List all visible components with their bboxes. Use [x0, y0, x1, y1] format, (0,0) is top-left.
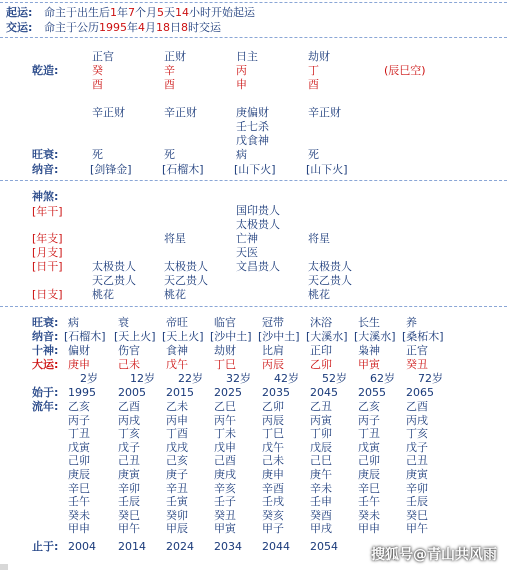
dayun-6-liunian-6: 辛巳 — [358, 481, 380, 495]
dayun-2-liunian-9: 甲辰 — [166, 522, 188, 536]
dayun-3-liunian-4: 己酉 — [214, 454, 236, 468]
qiyun-part-0: 命主于出生后 — [44, 6, 110, 19]
pillar-1-shishen: 正财 — [164, 50, 186, 63]
dayun-2-liunian-1: 丙申 — [166, 413, 188, 427]
dayun-6-liunian-5: 庚辰 — [358, 468, 380, 481]
dayun-4-age: 42岁 — [274, 372, 299, 385]
jiaoyun-label: 交运: — [6, 21, 33, 34]
dayun-0-liunian-7: 壬午 — [68, 495, 90, 509]
dayun-0-nayin: [石榴木] — [64, 330, 106, 343]
dayun-1-liunian-4: 己丑 — [118, 454, 140, 468]
pillar-3-zhi: 酉 — [308, 78, 319, 91]
dayun-4-liunian-1: 丙辰 — [262, 413, 284, 427]
dayun-4-liunian-7: 壬戌 — [262, 495, 284, 509]
qiyun-text — [44, 6, 255, 19]
pillar-2-canggan-1: 壬七杀 — [236, 120, 269, 133]
qiyun-part-1: 1 — [110, 6, 117, 19]
qiyun-part-8: 小时开始起运 — [189, 6, 255, 19]
dayun-7-liunian-1: 丙戌 — [406, 413, 428, 427]
dayun-2-liunian-0: 乙未 — [166, 400, 188, 413]
dayun-3-nayin: [沙中土] — [210, 330, 252, 343]
pillar-1-wangshuai: 死 — [164, 148, 175, 161]
horizontal-scrollbar[interactable] — [0, 564, 8, 570]
dayun-2-age: 22岁 — [178, 372, 203, 385]
dayun-0-liunian-2: 丁丑 — [68, 427, 90, 441]
jiaoyun-part-4: 月 — [145, 21, 156, 34]
pillar-2-canggan-2: 戊食神 — [236, 134, 269, 147]
dayun-2-liunian-7: 壬寅 — [166, 495, 188, 509]
pillar-0-wangshuai: 死 — [92, 148, 103, 161]
pillar-3-canggan-0: 辛正财 — [308, 106, 341, 119]
pillar-1-nayin: [石榴木] — [162, 163, 204, 176]
dayun-label: 大运: — [32, 358, 59, 371]
dayun-nayin-label: 纳音: — [32, 330, 59, 343]
shensha-rigan-c1-1: 天乙贵人 — [92, 274, 136, 287]
dayun-7-liunian-8: 癸巳 — [406, 508, 428, 522]
dayun-2-ganzhi: 戊午 — [166, 358, 188, 371]
dayun-4-wangshuai: 冠带 — [262, 316, 284, 329]
dayun-2-wangshuai: 帝旺 — [166, 316, 188, 329]
dayun-7-wangshuai: 养 — [406, 316, 417, 329]
shensha-rigan-c3-0: 文昌贵人 — [236, 260, 280, 273]
jiaoyun-text — [44, 21, 221, 34]
dayun-1-liunian-9: 甲午 — [118, 522, 140, 536]
dayun-5-age: 52岁 — [322, 372, 347, 385]
pillar-2-shishen: 日主 — [236, 50, 258, 63]
dayun-4-liunian-6: 辛酉 — [262, 481, 284, 495]
wangshuai-label: 旺衰: — [32, 148, 59, 161]
qianzao-label: 乾造: — [32, 64, 59, 77]
dayun-7-nayin: [桑柘木] — [402, 330, 444, 343]
dayun-6-liunian-9: 甲申 — [358, 522, 380, 536]
dayun-2-nayin: [天上火] — [162, 330, 204, 343]
dayun-6-shishen: 枭神 — [358, 344, 380, 357]
shensha-rizhi-c2: 桃花 — [164, 288, 186, 301]
dayun-3-liunian-6: 辛亥 — [214, 481, 236, 495]
shensha-rigan-c2-1: 天乙贵人 — [164, 274, 208, 287]
dayun-3-liunian-8: 癸丑 — [214, 508, 236, 522]
dayun-0-shishen: 偏财 — [68, 344, 90, 357]
pillar-3-gan: 丁 — [308, 64, 319, 77]
dayun-5-zhi: 2054 — [310, 540, 338, 553]
dayun-1-shi: 2005 — [118, 386, 146, 399]
dayun-3-liunian-3: 戊申 — [214, 440, 236, 454]
shensha-nianzhi-c2: 将星 — [164, 232, 186, 245]
dayun-6-liunian-8: 癸未 — [358, 508, 380, 522]
dayun-7-liunian-3: 戊子 — [406, 440, 428, 454]
dayun-6-liunian-2: 丁丑 — [358, 427, 380, 441]
dayun-7-liunian-0: 乙酉 — [406, 400, 428, 413]
dayun-7-shishen: 正官 — [406, 344, 428, 357]
dayun-4-liunian-8: 癸亥 — [262, 508, 284, 522]
dayun-1-shishen: 伤官 — [118, 344, 140, 357]
shensha-rigan-c4-1: 天乙贵人 — [308, 274, 352, 287]
dayun-4-zhi: 2044 — [262, 540, 290, 553]
dayun-0-zhi: 2004 — [68, 540, 96, 553]
shensha-nianzhi-c3: 亡神 — [236, 232, 258, 245]
qiyun-part-5: 5 — [157, 6, 164, 19]
jiaoyun-part-1: 1995 — [99, 21, 127, 34]
dayun-3-age: 32岁 — [226, 372, 251, 385]
dayun-5-liunian-5: 庚午 — [310, 468, 332, 481]
qiyun-part-6: 天 — [164, 6, 175, 19]
dayun-7-liunian-6: 辛卯 — [406, 481, 428, 495]
dayun-5-nayin: [大溪水] — [306, 330, 348, 343]
dayun-6-liunian-7: 壬午 — [358, 495, 380, 509]
dayun-2-liunian-6: 辛丑 — [166, 481, 188, 495]
qiyun-part-7: 14 — [175, 6, 189, 19]
dayun-2-liunian-4: 己亥 — [166, 454, 188, 468]
dayun-5-liunian-8: 癸酉 — [310, 508, 332, 522]
dayun-5-liunian-6: 辛未 — [310, 481, 332, 495]
dayun-7-liunian-4: 己丑 — [406, 454, 428, 468]
pillar-1-zhi: 酉 — [164, 78, 175, 91]
dayun-0-liunian-8: 癸未 — [68, 508, 90, 522]
dayun-2-liunian-8: 癸卯 — [166, 508, 188, 522]
dayun-1-nayin: [天上火] — [114, 330, 156, 343]
dayun-0-liunian-6: 辛巳 — [68, 481, 90, 495]
pillar-0-canggan-0: 辛正财 — [92, 106, 125, 119]
pillar-3-shishen: 劫财 — [308, 50, 330, 63]
dayun-5-shishen: 正印 — [310, 344, 332, 357]
dayun-1-ganzhi: 己未 — [118, 358, 140, 371]
qiyun-part-2: 年 — [117, 6, 128, 19]
dayun-0-liunian-3: 戊寅 — [68, 440, 90, 454]
pillar-3-nayin: [山下火] — [306, 163, 348, 176]
dayun-6-liunian-1: 丙子 — [358, 413, 380, 427]
dayun-1-zhi: 2014 — [118, 540, 146, 553]
dayun-1-liunian-7: 壬辰 — [118, 495, 140, 509]
pillar-0-shishen: 正官 — [92, 50, 114, 63]
dayun-2-liunian-2: 丁酉 — [166, 427, 188, 441]
dayun-4-liunian-9: 甲子 — [262, 522, 284, 536]
dayun-6-ganzhi: 甲寅 — [358, 358, 380, 371]
dayun-7-liunian-7: 壬辰 — [406, 495, 428, 509]
dayun-3-ganzhi: 丁巳 — [214, 358, 236, 371]
dayun-6-shi: 2055 — [358, 386, 386, 399]
dayun-1-liunian-6: 辛卯 — [118, 481, 140, 495]
kongwang: (辰巳空) — [384, 64, 426, 77]
dayun-4-liunian-5: 庚申 — [262, 468, 284, 481]
dayun-shi-label: 始于: — [32, 386, 59, 399]
dayun-3-shishen: 劫财 — [214, 344, 236, 357]
rizhi-label: [日支] — [32, 288, 63, 301]
shensha-rizhi-c1: 桃花 — [92, 288, 114, 301]
shensha-c3-top-0: 国印贵人 — [236, 204, 280, 217]
dayun-1-liunian-0: 乙酉 — [118, 400, 140, 413]
dayun-5-liunian-4: 己巳 — [310, 454, 332, 468]
dayun-0-liunian-0: 乙亥 — [68, 400, 90, 413]
dayun-wangshuai-label: 旺衰: — [32, 316, 59, 329]
shensha-rizhi-c4: 桃花 — [308, 288, 330, 301]
dayun-3-wangshuai: 临官 — [214, 316, 236, 329]
jiaoyun-part-8: 时交运 — [188, 21, 221, 34]
dayun-zhi-label: 止于: — [32, 540, 59, 553]
dayun-shishen-label: 十神: — [32, 344, 59, 357]
dayun-5-wangshuai: 沐浴 — [310, 316, 332, 329]
jiaoyun-part-7: 8 — [181, 21, 188, 34]
nianzhi-label: [年支] — [32, 232, 63, 245]
dayun-6-liunian-4: 己卯 — [358, 454, 380, 468]
dayun-0-liunian-4: 己卯 — [68, 454, 90, 468]
dayun-3-liunian-9: 甲寅 — [214, 522, 236, 536]
dayun-5-ganzhi: 乙卯 — [310, 358, 332, 371]
dayun-5-shi: 2045 — [310, 386, 338, 399]
pillar-2-gan: 丙 — [236, 64, 247, 77]
dayun-0-shi: 1995 — [68, 386, 96, 399]
dayun-6-liunian-0: 乙亥 — [358, 400, 380, 413]
dayun-0-liunian-9: 甲申 — [68, 522, 90, 536]
dayun-7-liunian-9: 甲午 — [406, 522, 428, 536]
shensha-rigan-c2-0: 太极贵人 — [164, 260, 208, 273]
watermark: 搜狐号@青山共风雨 — [371, 547, 497, 563]
pillar-2-wangshuai: 病 — [236, 148, 247, 161]
dayun-5-liunian-1: 丙寅 — [310, 413, 332, 427]
dayun-4-shishen: 比肩 — [262, 344, 284, 357]
shensha-yuezhi-c3: 天医 — [236, 246, 258, 259]
jiaoyun-part-2: 年 — [127, 21, 138, 34]
dayun-3-zhi: 2034 — [214, 540, 242, 553]
liunian-label: 流年: — [32, 400, 59, 413]
dayun-4-liunian-3: 戊午 — [262, 440, 284, 454]
pillar-2-canggan-0: 庚偏财 — [236, 106, 269, 119]
dayun-1-liunian-1: 丙戌 — [118, 413, 140, 427]
pillar-1-canggan-0: 辛正财 — [164, 106, 197, 119]
niangan-label: [年干] — [32, 205, 63, 218]
shensha-label: 神煞: — [32, 190, 59, 203]
dayun-4-liunian-0: 乙卯 — [262, 400, 284, 413]
dayun-5-liunian-2: 丁卯 — [310, 427, 332, 441]
yuezhi-label: [月支] — [32, 246, 63, 259]
rigan-label: [日干] — [32, 260, 63, 273]
pillar-1-gan: 辛 — [164, 64, 175, 77]
dayun-6-age: 62岁 — [370, 372, 395, 385]
dayun-7-age: 72岁 — [418, 372, 443, 385]
dayun-2-liunian-5: 庚子 — [166, 468, 188, 481]
dayun-0-liunian-1: 丙子 — [68, 413, 90, 427]
dayun-5-liunian-7: 壬申 — [310, 495, 332, 509]
dayun-1-liunian-2: 丁亥 — [118, 427, 140, 441]
dayun-7-ganzhi: 癸丑 — [406, 358, 428, 371]
nayin-label: 纳音: — [32, 163, 59, 176]
jiaoyun-part-5: 18 — [156, 21, 170, 34]
dayun-0-wangshuai: 病 — [68, 316, 79, 329]
dayun-2-shishen: 食神 — [166, 344, 188, 357]
dayun-0-age: 2岁 — [80, 372, 98, 385]
dayun-4-liunian-4: 己未 — [262, 454, 284, 468]
shensha-rigan-c1-0: 太极贵人 — [92, 260, 136, 273]
dayun-1-wangshuai: 衰 — [118, 316, 129, 329]
pillar-0-gan: 癸 — [92, 64, 103, 77]
shensha-rigan-c4-0: 太极贵人 — [308, 260, 352, 273]
dayun-1-liunian-5: 庚寅 — [118, 468, 140, 481]
dayun-1-age: 12岁 — [130, 372, 155, 385]
jiaoyun-part-3: 4 — [138, 21, 145, 34]
qiyun-label: 起运: — [6, 6, 33, 19]
dayun-2-zhi: 2024 — [166, 540, 194, 553]
dayun-7-liunian-5: 庚寅 — [406, 468, 428, 481]
dayun-4-ganzhi: 丙辰 — [262, 358, 284, 371]
pillar-3-wangshuai: 死 — [308, 148, 319, 161]
dayun-3-liunian-0: 乙巳 — [214, 400, 236, 413]
dayun-1-liunian-3: 戊子 — [118, 440, 140, 454]
jiaoyun-part-6: 日 — [170, 21, 181, 34]
jiaoyun-part-0: 命主于公历 — [44, 21, 99, 34]
pillar-0-zhi: 酉 — [92, 78, 103, 91]
dayun-1-liunian-8: 癸巳 — [118, 508, 140, 522]
qiyun-part-4: 个月 — [135, 6, 157, 19]
dayun-3-liunian-1: 丙午 — [214, 413, 236, 427]
dayun-2-liunian-3: 戊戌 — [166, 440, 188, 454]
dayun-5-liunian-9: 甲戌 — [310, 522, 332, 536]
dayun-3-liunian-2: 丁未 — [214, 427, 236, 441]
qiyun-part-3: 7 — [128, 6, 135, 19]
dayun-7-shi: 2065 — [406, 386, 434, 399]
dayun-3-shi: 2025 — [214, 386, 242, 399]
shensha-c3-top-1: 太极贵人 — [236, 218, 280, 231]
dayun-5-liunian-0: 乙丑 — [310, 400, 332, 413]
dayun-0-liunian-5: 庚辰 — [68, 468, 90, 481]
pillar-0-nayin: [剑锋金] — [90, 163, 132, 176]
dayun-5-liunian-3: 戊辰 — [310, 440, 332, 454]
dayun-7-liunian-2: 丁亥 — [406, 427, 428, 441]
pillar-2-zhi: 申 — [236, 78, 247, 91]
dayun-4-liunian-2: 丁巳 — [262, 427, 284, 441]
dayun-3-liunian-5: 庚戌 — [214, 468, 236, 481]
dayun-3-liunian-7: 壬子 — [214, 495, 236, 509]
shensha-nianzhi-c4: 将星 — [308, 232, 330, 245]
dayun-6-nayin: [大溪水] — [354, 330, 396, 343]
dayun-6-liunian-3: 戊寅 — [358, 440, 380, 454]
pillar-2-nayin: [山下火] — [234, 163, 276, 176]
dayun-4-shi: 2035 — [262, 386, 290, 399]
dayun-4-nayin: [沙中土] — [258, 330, 300, 343]
dayun-0-ganzhi: 庚申 — [68, 358, 90, 371]
dayun-2-shi: 2015 — [166, 386, 194, 399]
dayun-6-wangshuai: 长生 — [358, 316, 380, 329]
